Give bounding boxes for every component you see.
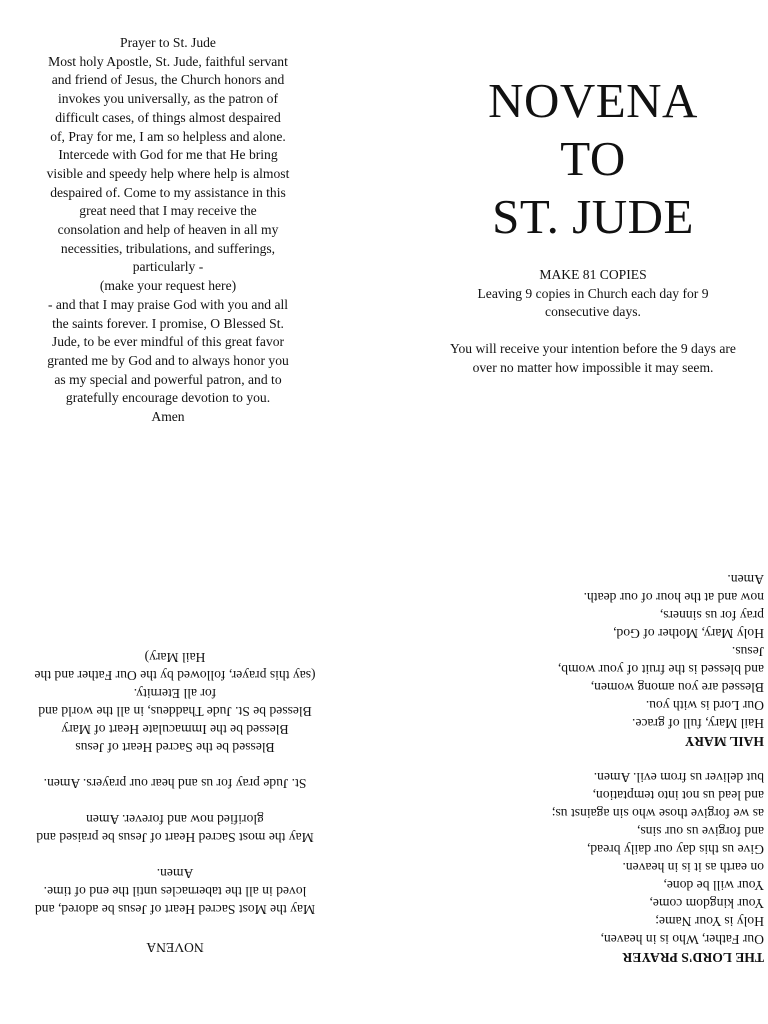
prayer-amen: Amen — [151, 409, 185, 425]
novena-paragraph — [10, 648, 340, 756]
novena-line: loved in all the tabernacles until the end of time. — [43, 884, 307, 899]
prayer-line: despaired of. Come to my assistance in this — [50, 184, 286, 200]
prayer-line: Intercede with God for me that He bring — [58, 147, 278, 163]
hail-mary-line: Blessed are you among women, — [590, 680, 764, 695]
prayers-panel-upside-down — [464, 570, 764, 966]
hail-mary-line: pray for us sinners, — [659, 608, 764, 623]
novena-heading: NOVENA — [146, 940, 204, 955]
title-line-novena: NOVENA — [488, 73, 698, 128]
copies-instruction: MAKE 81 COPIES — [539, 267, 647, 282]
novena-line: St. Jude pray for us and hear our prayers. Amen. — [43, 776, 307, 791]
prayer-line: particularly - — [132, 259, 204, 275]
lords-prayer-line: Give us this day our daily bread, — [586, 842, 764, 857]
novena-line: Blessed be St. Jude Thaddeus, in all the world and — [38, 704, 312, 719]
prayer-to-st-jude — [18, 34, 318, 427]
instruction-line: Leaving 9 copies in Church each day for 9 — [477, 285, 709, 301]
prayer-line: difficult cases, of things almost despaired — [55, 109, 281, 125]
hail-mary-line: and blessed is the fruit of your womb, — [557, 662, 764, 677]
novena-line: Blessed be the Sacred Heart of Jesus — [75, 740, 275, 755]
novena-paragraph — [10, 810, 340, 846]
novena-paragraph — [10, 864, 340, 918]
novena-line: May the most Sacred Heart of Jesus be praised and — [36, 830, 314, 845]
prayer-line: visible and speedy help where help is almost — [46, 165, 290, 181]
novena-line: for all Eternity. — [133, 686, 217, 701]
novena-line: May the Most Sacred Heart of Jesus be adored, and — [34, 902, 316, 917]
novena-line: Blessed be the Immaculate Heart of Mary — [61, 722, 289, 737]
prayer-line: granted me by God and to always honor you — [47, 352, 289, 368]
lords-prayer-heading: THE LORD'S PRAYER — [622, 950, 764, 965]
lords-prayer-line: and forgive us our sins, — [637, 824, 764, 839]
lords-prayer-line: Your will be done, — [663, 878, 764, 893]
hail-mary-heading: HAIL MARY — [684, 734, 764, 749]
prayer-line: necessities, tribulations, and sufferings, — [60, 240, 276, 256]
novena-line: glorified now and forever. Amen — [86, 812, 264, 827]
hail-mary-line: Hail Mary, full of grace. — [632, 716, 764, 731]
prayer-line: the saints forever. I promise, O Blessed St. — [52, 315, 284, 331]
prayer-line: and friend of Jesus, the Church honors and — [51, 72, 285, 88]
promise-line: over no matter how impossible it may seem. — [472, 359, 714, 375]
hail-mary-line: now and at the hour of our death. — [583, 590, 764, 605]
instructions — [424, 266, 762, 378]
prayer-line: Jude, to be ever mindful of this great favor — [51, 334, 285, 350]
prayer-line: (make your request here) — [99, 278, 237, 294]
lords-prayer-line: Holy is Your Name; — [655, 914, 764, 929]
lords-prayer-line: on earth as it is in heaven. — [622, 860, 764, 875]
prayer-line: Most holy Apostle, St. Jude, faithful servant — [48, 53, 288, 69]
lords-prayer-line: Our Father, Who is in heaven, — [600, 932, 764, 947]
prayer-line: gratefully encourage devotion to you. — [65, 390, 271, 406]
prayer-line: consolation and help of heaven in all my — [57, 222, 279, 238]
hail-mary-line: Jesus. — [731, 644, 764, 659]
title-line-to: TO — [560, 131, 626, 186]
hail-mary-line: Our Lord is with you. — [645, 698, 764, 713]
promise-line: You will receive your intention before the 9 days are — [450, 341, 736, 357]
prayer-line: as my special and powerful patron, and to — [54, 371, 282, 387]
novena-panel-upside-down — [10, 630, 340, 956]
prayer-line: invokes you universally, as the patron of — [58, 91, 278, 107]
lords-prayer-line: and lead us not into temptation, — [592, 788, 764, 803]
prayer-line: great need that I may receive the — [79, 203, 257, 219]
title-panel — [424, 72, 762, 378]
title-line-st-jude: ST. JUDE — [492, 189, 694, 244]
lords-prayer-line: but deliver us from evil. Amen. — [593, 770, 764, 785]
hail-mary-line: Holy Mary, Mother of God, — [613, 626, 764, 641]
lords-prayer-line: Your kingdom come, — [649, 896, 764, 911]
novena-paragraph — [10, 774, 340, 792]
instruction-line: consecutive days. — [545, 304, 641, 320]
prayer-line: - and that I may praise God with you and all — [47, 296, 289, 312]
hail-mary-line: Amen. — [727, 572, 764, 587]
novena-line: Amen. — [156, 866, 194, 881]
novena-line: (say this prayer, followed by the Our Father and the — [34, 668, 316, 683]
novena-line: Hail Mary) — [144, 650, 206, 665]
prayer-line: of, Pray for me, I am so helpless and alone. — [50, 128, 286, 144]
lords-prayer-line: as we forgive those who sin against us; — [551, 806, 764, 821]
prayer-title: Prayer to St. Jude — [120, 35, 216, 50]
